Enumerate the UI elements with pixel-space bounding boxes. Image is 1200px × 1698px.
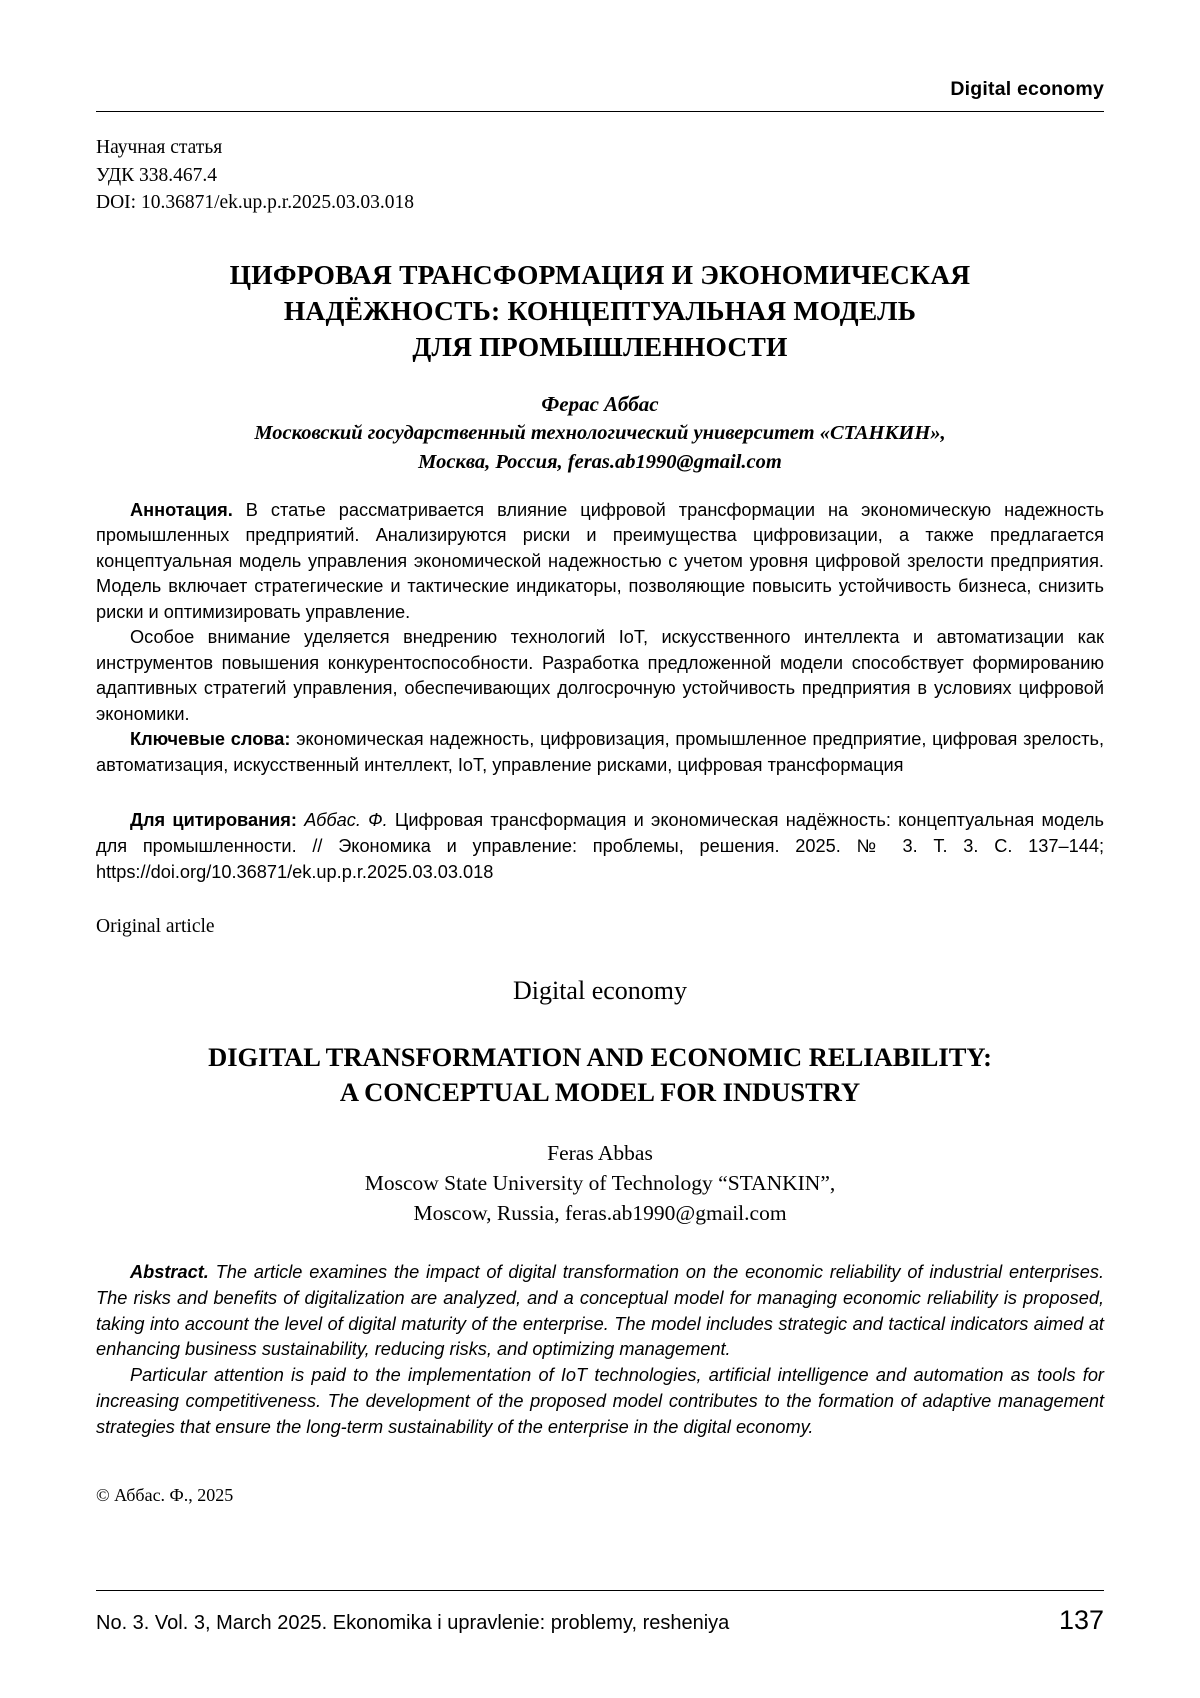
author-name-ru: Ферас Аббас bbox=[541, 392, 659, 417]
title-en-line-2: A CONCEPTUAL MODEL FOR INDUSTRY bbox=[339, 1076, 861, 1107]
footer-page-number: 137 bbox=[1058, 1605, 1104, 1635]
citation-ru-label: Для цитирования: bbox=[130, 810, 297, 831]
title-en-line-1: DIGITAL TRANSFORMATION AND ECONOMIC RELIABILITY: bbox=[208, 1041, 992, 1072]
keywords-ru-label: Ключевые слова: bbox=[130, 729, 291, 750]
author-name-en: Feras Abbas bbox=[547, 1140, 653, 1165]
title-ru-line-3: ДЛЯ ПРОМЫШЛЕННОСТИ bbox=[412, 330, 788, 362]
affiliation-ru-line-1: Московский государственный технологический университет «СТАНКИН», bbox=[254, 422, 946, 445]
abstract-ru-label: Аннотация. bbox=[130, 499, 233, 520]
front-matter bbox=[96, 134, 1104, 217]
original-article-label: Original article bbox=[96, 915, 215, 937]
page-title-en bbox=[96, 1040, 1104, 1110]
title-ru-line-2: НАДЁЖНОСТЬ: КОНЦЕПТУАЛЬНАЯ МОДЕЛЬ bbox=[283, 294, 917, 326]
abstract-en-label: Abstract. bbox=[130, 1261, 209, 1282]
keywords-ru bbox=[96, 727, 1104, 778]
abstract-ru-text-1: В статье рассматривается влияние цифровой трансформации на экономическую надежность промышленных предприятий. Анализируются риски и преимущества цифровизации, а также предлагается концептуальная модель управления экономической надежностью с учетом уровня цифровой зрелости предприятия. Модель включает стратегические и тактические индикаторы, позволяющие повысить устойчивость бизнеса, снизить риски и оптимизировать управление. bbox=[96, 499, 1104, 622]
authors-ru bbox=[96, 390, 1104, 476]
section-heading-en: Digital economy bbox=[512, 975, 687, 1005]
abstract-en bbox=[96, 1260, 1104, 1441]
authors-en bbox=[96, 1138, 1104, 1228]
page-title-ru bbox=[96, 257, 1104, 364]
keywords-ru-text: экономическая надежность, цифровизация, промышленное предприятие, цифровая зрелость, автоматизация, искусственный интеллект, IoT, управление рисками, цифровая трансформация bbox=[96, 729, 1105, 775]
footer-journal-info: No. 3. Vol. 3, March 2025. Ekonomika i upravlenie: problemy, resheniya bbox=[96, 1612, 730, 1634]
doi-line: DOI: 10.36871/ek.up.p.r.2025.03.03.018 bbox=[96, 192, 414, 214]
article-type: Научная статья bbox=[96, 137, 223, 158]
abstract-ru bbox=[96, 498, 1104, 778]
abstract-en-para-1 bbox=[96, 1260, 1104, 1363]
copyright-line: © Аббас. Ф., 2025 bbox=[96, 1484, 234, 1505]
abstract-ru-para-1 bbox=[96, 498, 1104, 625]
page-footer bbox=[96, 1590, 1104, 1636]
abstract-ru-para-2: Особое внимание уделяется внедрению технологий IoT, искусственного интеллекта и автоматизации как инструментов повышения конкурентоспособности. Разработка предложенной модели способствует формированию адаптивных стратегий управления, обеспечивающих долгосрочную устойчивость предприятия в условиях цифровой экономики. bbox=[96, 627, 1104, 724]
citation-ru-author: Аббас. Ф. bbox=[296, 810, 388, 831]
running-head: Digital economy bbox=[950, 78, 1104, 100]
affiliation-ru-line-2: Москва, Россия, feras.ab1990@gmail.com bbox=[418, 450, 782, 473]
citation-ru bbox=[96, 808, 1104, 886]
udk-code: УДК 338.467.4 bbox=[96, 164, 218, 186]
footer-rule bbox=[96, 1590, 1104, 1591]
affiliation-en-line-2: Moscow, Russia, feras.ab1990@gmail.com bbox=[413, 1200, 787, 1225]
abstract-en-text-1: The article examines the impact of digital transformation on the economic reliability of industrial enterprises. The risks and benefits of digitalization are analyzed, and a conceptual model for managing economic reliability is proposed, taking into account the level of digital maturity of the enterprise. The model includes strategic and tactical indicators aimed at enhancing business sustainability, reducing risks, and optimizing management. bbox=[96, 1261, 1104, 1360]
affiliation-en-line-1: Moscow State University of Technology “STANKIN”, bbox=[364, 1170, 836, 1195]
title-ru-line-1: ЦИФРОВАЯ ТРАНСФОРМАЦИЯ И ЭКОНОМИЧЕСКАЯ bbox=[229, 259, 971, 291]
header-rule bbox=[96, 111, 1104, 112]
citation-ru-text: Цифровая трансформация и экономическая надёжность: концептуальная модель для промышленности. // Экономика и управление: проблемы, решения. 2025. № 3. Т. 3. С. 137–144; https://doi.org/10.36871/ek.up.p.r.2025.03.03.018 bbox=[96, 810, 1104, 882]
abstract-en-para-2: Particular attention is paid to the implementation of IoT technologies, artificial intelligence and automation as tools for increasing competitiveness. The development of the proposed model contributes to the formation of adaptive management strategies that ensure the long-term sustainability of the enterprise in the digital economy. bbox=[96, 1365, 1104, 1437]
